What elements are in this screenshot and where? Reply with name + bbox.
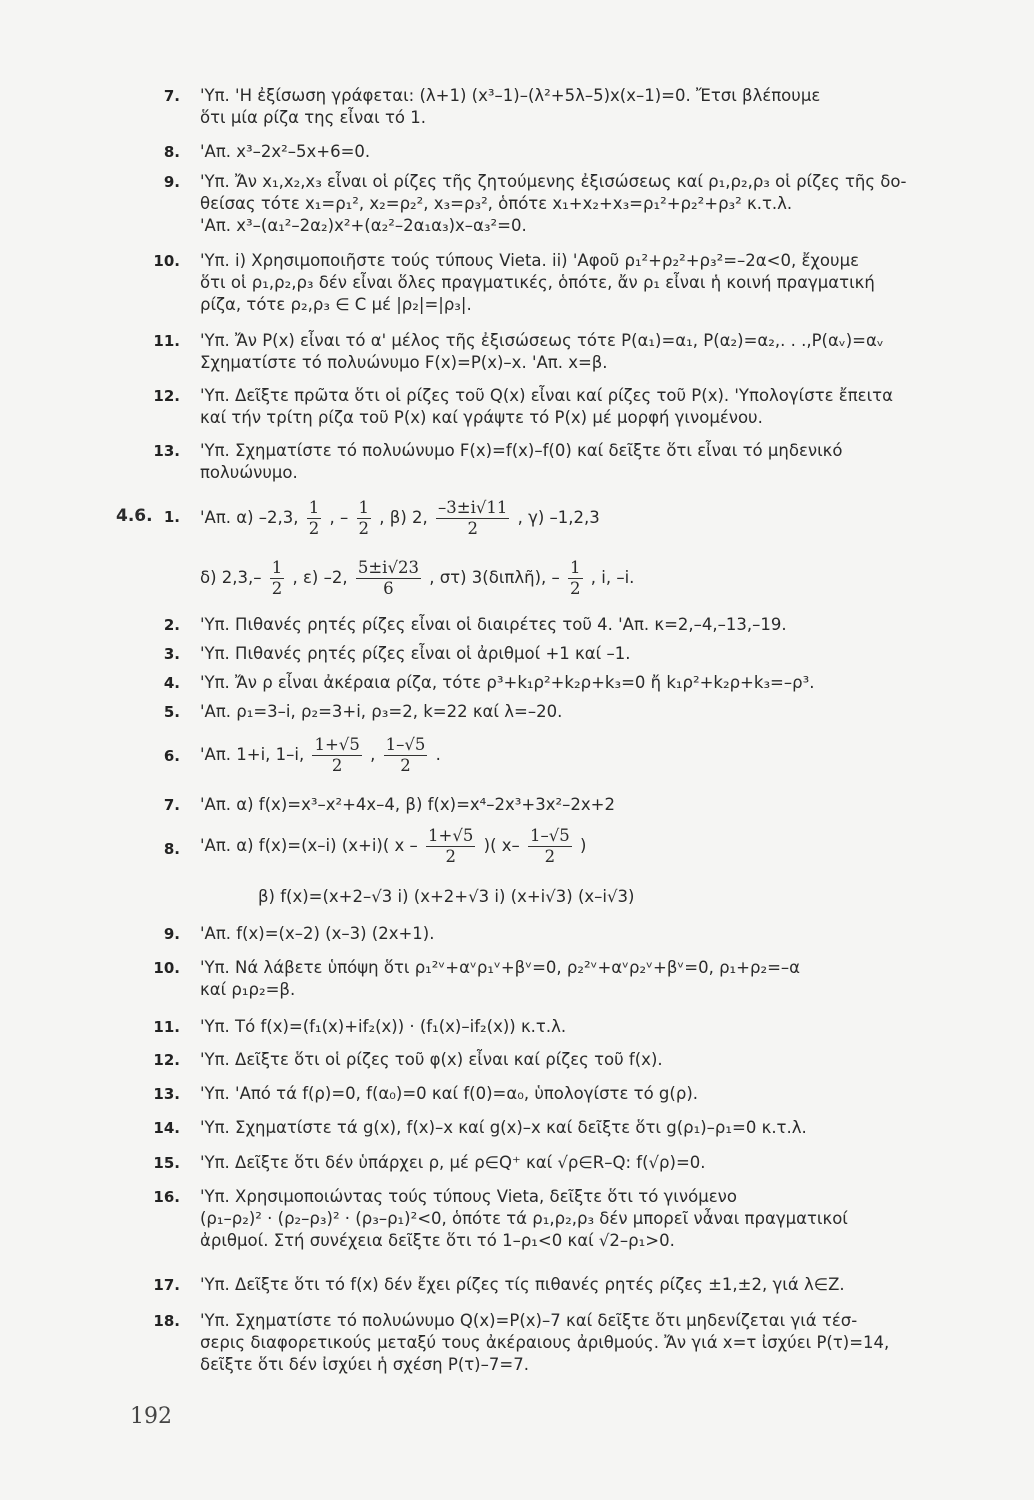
item-text: 'Υπ. Δεῖξτε ὅτι οἱ ρίζες τοῦ φ(x) εἶναι καί ρίζες τοῦ f(x). [200,1050,663,1069]
item-text: 'Απ. α) f(x)=x³–x²+4x–4, β) f(x)=x⁴–2x³+3x²–2x+2 [200,795,615,814]
item-number: 8. [163,143,180,161]
item-text: , ε) –2, [292,568,348,587]
item-text: , – [329,508,349,527]
item-text: β) f(x)=(x+2–√3 i) (x+2+√3 i) (x+i√3) (x–i√3) [258,887,635,906]
fraction: $\frac{1+√5}{2}$ [428,826,474,866]
item-number: 8. [163,840,180,858]
item-text: )( x– [483,836,520,855]
item-number: 10. [153,252,180,270]
item-text: , στ) 3(διπλῆ), – [429,568,560,587]
fraction: $\frac{1}{2}$ [271,558,283,598]
item-number: 9. [163,173,180,191]
item-text: 'Υπ. Πιθανές ρητές ρίζες εἶναι οἱ διαιρέτες τοῦ 4. 'Απ. κ=2,–4,–13,–19. [200,615,787,634]
item-number: 11. [153,1018,180,1036]
item-text: 'Υπ. Δεῖξτε ὅτι τό f(x) δέν ἔχει ρίζες τίς πιθανές ρητές ρίζες ±1,±2, γιά λ∈Z. [200,1275,845,1294]
item-text: , γ) –1,2,3 [517,508,600,527]
item-text: ἀριθμοί. Στή συνέχεια δεῖξτε ὅτι τό 1–ρ₁<0 καί √2–ρ₁>0. [200,1231,675,1250]
item-text: 'Υπ. i) Χρησιμοποιῆστε τούς τύπους Vieta. ii) 'Αφοῦ ρ₁²+ρ₂²+ρ₃²=–2α<0, ἔχουμε [200,251,859,270]
item-text: 'Απ. α) f(x)=(x–i) (x+i)( x – [200,836,418,855]
item-text: θείσας τότε x₁=ρ₁², x₂=ρ₂², x₃=ρ₃², ὁπότε x₁+x₂+x₃=ρ₁²+ρ₂²+ρ₃² κ.τ.λ. [200,194,793,213]
fraction: $\frac{1}{2}$ [570,558,581,598]
item-text: 'Υπ. Σχηματίστε τά g(x), f(x)–x καί g(x)–x καί δεῖξτε ὅτι g(ρ₁)–ρ₁=0 κ.τ.λ. [200,1118,807,1137]
item-number: 6. [163,747,180,765]
fraction: $\frac{5\pm i√23}{6}$ [357,558,419,598]
item-text: ) [580,836,587,855]
fraction: $\frac{1}{2}$ [358,498,370,538]
item-number: 2. [163,616,180,634]
item-number: 1. [163,508,180,526]
fraction: $\frac{1+√5}{2}$ [314,735,360,775]
item-text: 'Υπ. Ἄν ρ εἶναι ἀκέραια ρίζα, τότε ρ³+k₁ρ²+k₂ρ+k₃=0 ἤ k₁ρ²+k₂ρ+k₃=–ρ³. [200,673,815,692]
item-text: , [370,745,376,764]
item-number: 9. [163,925,180,943]
item-text: 'Υπ. Τό f(x)=(f₁(x)+if₂(x)) · (f₁(x)–if₂(x)) κ.τ.λ. [200,1017,567,1036]
item-text: 'Υπ. Δεῖξτε πρῶτα ὅτι οἱ ρίζες τοῦ Q(x) εἶναι καί ρίζες τοῦ P(x). 'Υπολογίστε ἔπειτα [200,386,893,405]
item-text: ρίζα, τότε ρ₂,ρ₃ ∈ C μέ |ρ₂|=|ρ₃|. [200,295,472,314]
item-number: 7. [163,87,180,105]
item-text: δ) 2,3,– [200,568,262,587]
item-number: 16. [153,1188,180,1206]
item-text: 'Απ. 1+i, 1–i, [200,745,305,764]
item-text: καί ρ₁ρ₂=β. [200,980,296,999]
item-text: καί τήν τρίτη ρίζα τοῦ P(x) καί γράψτε τό P(x) μέ μορφή γινομένου. [200,408,763,427]
item-number: 13. [153,1085,180,1103]
fraction: $\frac{1}{2}$ [308,498,320,538]
item-text: δεῖξτε ὅτι δέν ἰσχύει ἡ σχέση P(τ)–7=7. [200,1355,529,1374]
fraction: $\frac{1-√5}{2}$ [385,735,426,775]
item-text: (ρ₁–ρ₂)² · (ρ₂–ρ₃)² · (ρ₃–ρ₁)²<0, ὁπότε τά ρ₁,ρ₂,ρ₃ δέν μπορεῖ νἆναι πραγματικοί [200,1209,848,1228]
section-label: 4.6. [116,506,153,526]
item-text: 'Υπ. Ἄν x₁,x₂,x₃ εἶναι οἱ ρίζες τῆς ζητούμενης ἐξισώσεως καί ρ₁,ρ₂,ρ₃ οἱ ρίζες τῆς δο- [200,172,907,191]
item-text: Σχηματίστε τό πολυώνυμο F(x)=P(x)–x. 'Απ. x=β. [200,353,608,372]
item-text: 'Απ. ρ₁=3–i, ρ₂=3+i, ρ₃=2, k=22 καί λ=–20. [200,702,563,721]
item-number: 7. [163,796,180,814]
item-text: 'Απ. f(x)=(x–2) (x–3) (2x+1). [200,924,435,943]
item-text: ὅτι οἱ ρ₁,ρ₂,ρ₃ δέν εἶναι ὅλες πραγματικές, ὁπότε, ἄν ρ₁ εἶναι ἡ κοινή πραγματική [200,273,875,292]
item-text: , β) 2, [379,508,428,527]
item-text: 'Απ. α) –2,3, [200,508,299,527]
item-number: 11. [153,332,180,350]
item-text: , i, –i. [590,568,635,587]
item-text: 'Υπ. Σχηματίστε τό πολυώνυμο Q(x)=P(x)–7 καί δεῖξτε ὅτι μηδενίζεται γιά τέσ- [200,1311,858,1330]
item-number: 10. [153,959,180,977]
item-text: . [435,745,441,764]
item-number: 4. [163,674,180,692]
item-number: 14. [153,1119,180,1137]
item-number: 15. [153,1154,180,1172]
fraction: $\frac{-3\pm i√11}{2}$ [438,498,508,538]
fraction: $\frac{1-√5}{2}$ [530,826,570,866]
item-text: πολυώνυμο. [200,463,298,482]
item-text: 'Υπ. Ἄν P(x) εἶναι τό α' μέλος τῆς ἐξισώσεως τότε P(α₁)=α₁, P(α₂)=α₂,. . .,P(αᵥ)=αᵥ [200,331,884,350]
item-number: 12. [153,387,180,405]
item-text: σερις διαφορετικούς μεταξύ τους ἀκέραιους ἀριθμούς. Ἄν γιά x=τ ἰσχύει P(τ)=14, [200,1333,890,1352]
item-number: 17. [153,1276,180,1294]
item-text: 'Απ. x³–(α₁²–2α₂)x²+(α₂²–2α₁α₃)x–α₃²=0. [200,216,527,235]
item-text: 'Υπ. Πιθανές ρητές ρίζες εἶναι οἱ ἀριθμοί +1 καί –1. [200,644,631,663]
item-text: 'Υπ. 'Η ἐξίσωση γράφεται: (λ+1) (x³–1)–(λ²+5λ–5)x(x–1)=0. Ἔτσι βλέπουμε [200,86,821,105]
item-number: 5. [163,703,180,721]
item-text: 'Απ. x³–2x²–5x+6=0. [200,142,371,161]
item-number: 12. [153,1051,180,1069]
item-number: 13. [153,442,180,460]
item-text: ὅτι μία ρίζα της εἶναι τό 1. [200,108,426,127]
item-number: 3. [163,645,180,663]
item-text: 'Υπ. Δεῖξτε ὅτι δέν ὑπάρχει ρ, μέ ρ∈Q⁺ καί √ρ∈R–Q: f(√ρ)=0. [200,1153,706,1172]
item-number: 18. [153,1312,180,1330]
item-text: 'Υπ. Σχηματίστε τό πολυώνυμο F(x)=f(x)–f(0) καί δεῖξτε ὅτι εἶναι τό μηδενικό [200,441,843,460]
item-text: 'Υπ. Χρησιμοποιώντας τούς τύπους Vieta, δεῖξτε ὅτι τό γινόμενο [200,1187,737,1206]
item-text: 'Υπ. Νά λάβετε ὑπόψη ὅτι ρ₁²ᵛ+αᵛρ₁ᵛ+βᵛ=0, ρ₂²ᵛ+αᵛρ₂ᵛ+βᵛ=0, ρ₁+ρ₂=–α [200,958,801,977]
item-text: 'Υπ. 'Από τά f(ρ)=0, f(α₀)=0 καί f(0)=α₀, ὑπολογίστε τό g(ρ). [200,1084,698,1103]
page-number: 192 [130,1404,172,1429]
